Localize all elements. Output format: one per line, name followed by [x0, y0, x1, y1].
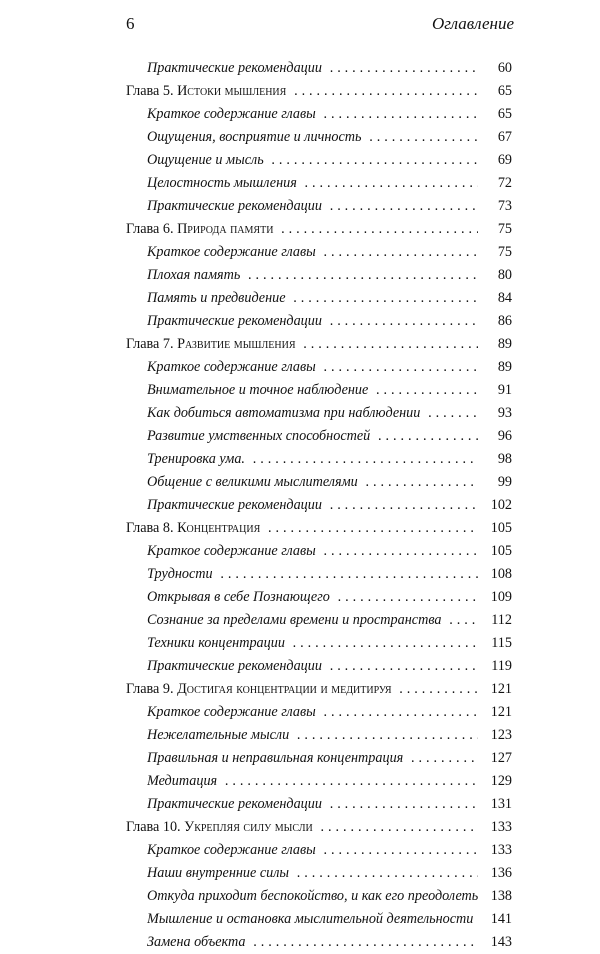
toc-leader-line [147, 310, 478, 333]
toc-section-row [126, 149, 512, 172]
chapter-title [126, 681, 396, 697]
toc-page-number: 141 [482, 908, 512, 931]
toc-page-number: 138 [482, 885, 512, 908]
toc-leader-line [147, 287, 478, 310]
toc-section-row [126, 126, 512, 149]
section-title: Практические рекомендации [147, 313, 326, 329]
section-title: Краткое содержание главы [147, 704, 320, 720]
toc-section-row [126, 448, 512, 471]
toc-section-row [126, 908, 512, 931]
toc-page-number: 102 [482, 494, 512, 517]
section-title: Мышление и остановка мыслительной деятельности [147, 911, 477, 927]
toc-page-number: 99 [482, 471, 512, 494]
toc-section-row [126, 195, 512, 218]
toc-page-number: 108 [482, 563, 512, 586]
toc-page-number: 75 [482, 218, 512, 241]
toc-leader-line [147, 126, 478, 149]
toc-leader-line [147, 839, 478, 862]
toc-page-number: 73 [482, 195, 512, 218]
toc-section-row [126, 379, 512, 402]
chapter-name: Концентрация [177, 520, 261, 536]
toc-page-number: 93 [482, 402, 512, 425]
section-title: Практические рекомендации [147, 60, 326, 76]
section-title: Сознание за пределами времени и пространства [147, 612, 445, 628]
toc-page-number: 143 [482, 931, 512, 954]
toc-leader-line [147, 195, 478, 218]
chapter-number-prefix: Глава 9. [126, 681, 178, 697]
toc-page-number: 60 [482, 57, 512, 80]
chapter-title [126, 520, 264, 536]
toc-leader-line [147, 241, 478, 264]
toc-leader-line [126, 333, 478, 356]
toc-leader-line [126, 218, 478, 241]
page-number: 6 [126, 14, 135, 33]
toc-page-number: 105 [482, 517, 512, 540]
toc-leader-line [147, 655, 478, 678]
toc-page-number: 84 [482, 287, 512, 310]
toc-chapter-row [126, 816, 512, 839]
toc-page-number: 96 [482, 425, 512, 448]
toc-page-number: 133 [482, 839, 512, 862]
section-title: Медитация [147, 773, 221, 789]
section-title: Практические рекомендации [147, 796, 326, 812]
toc-page-number: 112 [482, 609, 512, 632]
chapter-name: Истоки мышления [177, 83, 287, 99]
toc-section-row [126, 655, 512, 678]
toc-page-number: 121 [482, 678, 512, 701]
section-title: Откуда приходит беспокойство, и как его преодолеть [147, 888, 478, 904]
toc-leader-line [147, 701, 478, 724]
section-title: Краткое содержание главы [147, 359, 320, 375]
section-title: Замена объекта [147, 934, 249, 950]
toc-section-row [126, 402, 512, 425]
toc-page-number: 129 [482, 770, 512, 793]
toc-leader-line [147, 149, 478, 172]
toc-leader-line [147, 586, 478, 609]
toc-section-row [126, 632, 512, 655]
toc-leader-line [147, 425, 478, 448]
section-title: Краткое содержание главы [147, 842, 320, 858]
section-title: Практические рекомендации [147, 497, 326, 513]
toc-section-row [126, 839, 512, 862]
section-title: Открывая в себе Познающего [147, 589, 334, 605]
toc-leader-line [147, 264, 478, 287]
toc-section-row [126, 701, 512, 724]
toc-leader-line [147, 724, 478, 747]
toc-page-number: 72 [482, 172, 512, 195]
toc-section-row [126, 885, 512, 908]
toc-section-row [126, 172, 512, 195]
chapter-name: Укрепляя силу мысли [184, 819, 313, 835]
toc-page-number: 136 [482, 862, 512, 885]
section-title: Плохая память [147, 267, 244, 283]
toc-page-number: 91 [482, 379, 512, 402]
toc-leader-line [147, 540, 478, 563]
toc-leader-line [147, 379, 478, 402]
toc-section-row [126, 310, 512, 333]
toc-page-number: 67 [482, 126, 512, 149]
toc-page-number: 65 [482, 103, 512, 126]
toc-leader-line [147, 931, 478, 954]
toc-page-number: 121 [482, 701, 512, 724]
section-title: Практические рекомендации [147, 198, 326, 214]
toc-section-row [126, 264, 512, 287]
toc-page-number: 115 [482, 632, 512, 655]
section-title: Память и предвидение [147, 290, 290, 306]
toc-page-number: 109 [482, 586, 512, 609]
section-title: Развитие умственных способностей [147, 428, 374, 444]
chapter-number-prefix: Глава 6. [126, 221, 178, 237]
section-title: Краткое содержание главы [147, 543, 320, 559]
toc-leader-line [147, 172, 478, 195]
chapter-number-prefix: Глава 7. [126, 336, 178, 352]
toc-section-row [126, 241, 512, 264]
section-title: Правильная и неправильная концентрация [147, 750, 407, 766]
toc-page-number: 80 [482, 264, 512, 287]
section-title: Тренировка ума. [147, 451, 249, 467]
toc-page-number: 86 [482, 310, 512, 333]
toc-section-row [126, 425, 512, 448]
toc-section-row [126, 103, 512, 126]
section-title: Ощущения, восприятие и личность [147, 129, 366, 145]
section-title: Краткое содержание главы [147, 244, 320, 260]
toc-leader-line [126, 80, 478, 103]
toc-page-number: 89 [482, 356, 512, 379]
toc-section-row [126, 770, 512, 793]
toc-chapter-row [126, 517, 512, 540]
toc-page-number: 65 [482, 80, 512, 103]
section-title: Техники концентрации [147, 635, 289, 651]
toc-section-row [126, 862, 512, 885]
toc-leader-line [147, 356, 478, 379]
toc-leader-line [147, 862, 478, 885]
toc-leader-line [147, 793, 478, 816]
section-title: Наши внутренние силы [147, 865, 293, 881]
toc-page-number: 127 [482, 747, 512, 770]
toc-chapter-row [126, 333, 512, 356]
toc-section-row [126, 563, 512, 586]
section-title: Внимательное и точное наблюдение [147, 382, 372, 398]
section-title: Трудности [147, 566, 217, 582]
chapter-title [126, 336, 300, 352]
toc-page-number: 98 [482, 448, 512, 471]
toc-leader-line [147, 563, 478, 586]
toc-section-row [126, 609, 512, 632]
chapter-title [126, 221, 277, 237]
toc-leader-line [147, 632, 478, 655]
toc-chapter-row [126, 678, 512, 701]
toc-section-row [126, 57, 512, 80]
section-title: Целостность мышления [147, 175, 301, 191]
toc-section-row [126, 747, 512, 770]
toc-leader-line [126, 678, 478, 701]
toc-leader-line [147, 448, 478, 471]
toc-page-number: 119 [482, 655, 512, 678]
toc-leader-line [147, 770, 478, 793]
toc-section-row [126, 586, 512, 609]
toc-page-number: 69 [482, 149, 512, 172]
toc-page-number: 133 [482, 816, 512, 839]
section-title: Нежелательные мысли [147, 727, 293, 743]
toc-page-number: 75 [482, 241, 512, 264]
toc-section-row [126, 793, 512, 816]
toc-leader-line [126, 517, 478, 540]
chapter-number-prefix: Глава 5. [126, 83, 178, 99]
toc-section-row [126, 356, 512, 379]
chapter-number-prefix: Глава 8. [126, 520, 178, 536]
toc-chapter-row [126, 80, 512, 103]
chapter-title [126, 83, 290, 99]
toc-section-row [126, 724, 512, 747]
toc-page-number: 123 [482, 724, 512, 747]
toc-page-number: 131 [482, 793, 512, 816]
toc-leader-line [147, 609, 478, 632]
toc-section-row [126, 540, 512, 563]
toc-page-number: 105 [482, 540, 512, 563]
toc-leader-line [147, 885, 478, 908]
toc-section-row [126, 931, 512, 954]
toc-page-number: 89 [482, 333, 512, 356]
chapter-name: Природа памяти [177, 221, 274, 237]
toc-leader-line [126, 816, 478, 839]
chapter-title [126, 819, 317, 835]
toc-leader-line [147, 908, 478, 931]
section-title: Ощущение и мысль [147, 152, 268, 168]
toc-leader-line [147, 402, 478, 425]
table-of-contents [126, 57, 512, 954]
section-title: Практические рекомендации [147, 658, 326, 674]
toc-leader-line [147, 471, 478, 494]
section-title: Как добиться автоматизма при наблюдении [147, 405, 424, 421]
toc-section-row [126, 494, 512, 517]
toc-chapter-row [126, 218, 512, 241]
section-title: Краткое содержание главы [147, 106, 320, 122]
toc-leader-line [147, 494, 478, 517]
chapter-number-prefix: Глава 10. [126, 819, 185, 835]
toc-section-row [126, 471, 512, 494]
toc-leader-line [147, 747, 478, 770]
section-title: Общение с великими мыслителями [147, 474, 362, 490]
toc-leader-line [147, 103, 478, 126]
chapter-name: Развитие мышления [177, 336, 296, 352]
chapter-name: Достигая концентрации и медитируя [177, 681, 392, 697]
toc-leader-line [147, 57, 478, 80]
running-title: Оглавление [431, 14, 514, 33]
toc-section-row [126, 287, 512, 310]
